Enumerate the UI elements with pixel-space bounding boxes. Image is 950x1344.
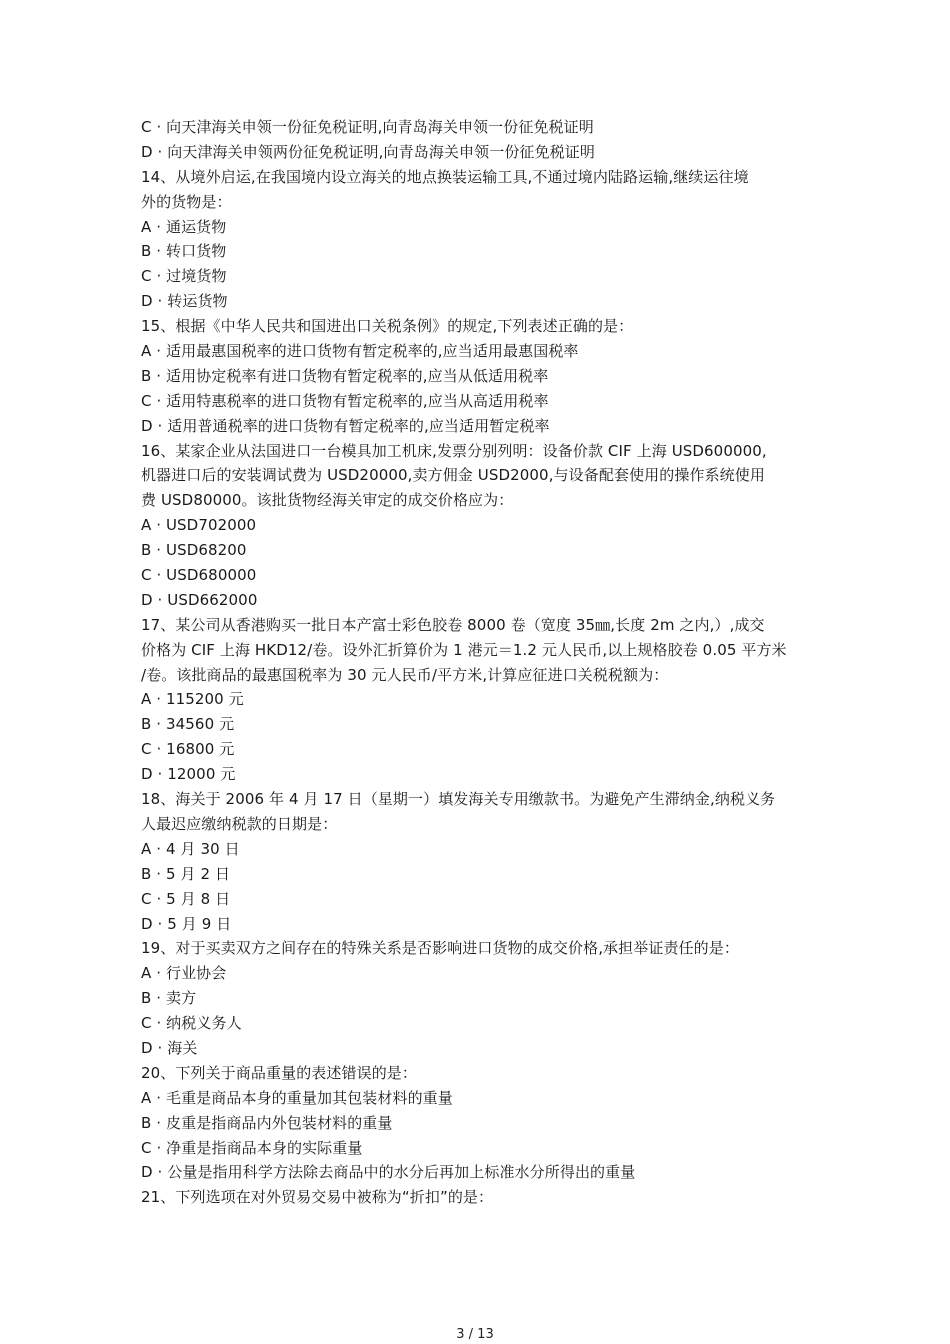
option-line: B · 34560 元 — [141, 715, 235, 734]
option-line: D · 5 月 9 日 — [141, 914, 232, 933]
option-line: B · 5 月 2 日 — [141, 864, 231, 883]
option-line: C · 16800 元 — [141, 740, 235, 759]
text-line: D · 向天津海关申领两份征免税证明,向青岛海关申领一份征免税证明 — [141, 142, 595, 161]
document-body — [141, 115, 791, 1210]
question-16-stem: 机器进口后的安装调试费为 USD20000,卖方佣金 USD2000,与设备配套使用的操作系统使用 — [141, 466, 765, 485]
option-line: A · 4 月 30 日 — [141, 839, 240, 858]
option-line: C · 5 月 8 日 — [141, 889, 231, 908]
option-line: A · 行业协会 — [141, 964, 227, 983]
option-line: D · 海关 — [141, 1038, 198, 1057]
option-line: D · 转运货物 — [141, 292, 228, 311]
option-line: C · 过境货物 — [141, 267, 227, 286]
option-line: A · USD702000 — [141, 516, 257, 535]
question-17-stem: 17、某公司从香港购买一批日本产富士彩色胶卷 8000 卷（宽度 35㎜,长度 2m 之内,）,成交 — [141, 615, 765, 634]
question-18-stem: 18、海关于 2006 年 4 月 17 日（星期一）填发海关专用缴款书。为避免产生滞纳金,纳税义务 — [141, 790, 776, 809]
option-line: C · USD680000 — [141, 566, 257, 585]
option-line: B · USD68200 — [141, 541, 247, 560]
option-line: A · 毛重是商品本身的重量加其包装材料的重量 — [141, 1088, 453, 1107]
question-18-stem: 人最迟应缴纳税款的日期是： — [141, 814, 338, 833]
question-16-stem: 费 USD80000。该批货物经海关审定的成交价格应为： — [141, 491, 514, 510]
option-line: D · 公量是指用科学方法除去商品中的水分后再加上标准水分所得出的重量 — [141, 1163, 636, 1182]
option-line: D · USD662000 — [141, 590, 258, 609]
question-15-stem: 15、根据《中华人民共和国进出口关税条例》的规定,下列表述正确的是： — [141, 317, 634, 336]
question-17-stem: /卷。该批商品的最惠国税率为 30 元人民币/平方米,计算应征进口关税税额为： — [141, 665, 669, 684]
option-line: C · 适用特惠税率的进口货物有暂定税率的,应当从高适用税率 — [141, 391, 549, 410]
option-line: B · 皮重是指商品内外包装材料的重量 — [141, 1113, 393, 1132]
text-line: C · 向天津海关申领一份征免税证明,向青岛海关申领一份征免税证明 — [141, 118, 594, 136]
option-line: B · 转口货物 — [141, 242, 227, 261]
question-21-stem: 21、下列选项在对外贸易交易中被称为“折扣”的是： — [141, 1188, 494, 1207]
option-line: C · 净重是指商品本身的实际重量 — [141, 1138, 363, 1157]
option-line: B · 适用协定税率有进口货物有暂定税率的,应当从低适用税率 — [141, 366, 549, 385]
question-14-stem: 14、从境外启运,在我国境内设立海关的地点换装运输工具,不通过境内陆路运输,继续运往境 — [141, 167, 749, 186]
page-number: 3 / 13 — [456, 1327, 494, 1342]
question-19-stem: 19、对于买卖双方之间存在的特殊关系是否影响进口货物的成交价格,承担举证责任的是： — [141, 939, 739, 958]
option-line: A · 适用最惠国税率的进口货物有暂定税率的,应当适用最惠国税率 — [141, 342, 579, 361]
question-20-stem: 20、下列关于商品重量的表述错误的是： — [141, 1063, 417, 1082]
question-16-stem: 16、某家企业从法国进口一台模具加工机床,发票分别列明：设备价款 CIF 上海 USD600000, — [141, 441, 767, 460]
option-line: C · 纳税义务人 — [141, 1014, 242, 1033]
option-line: B · 卖方 — [141, 989, 197, 1008]
option-line: D · 适用普通税率的进口货物有暂定税率的,应当适用暂定税率 — [141, 416, 550, 435]
option-line: A · 115200 元 — [141, 690, 244, 709]
question-14-stem: 外的货物是： — [141, 192, 232, 211]
question-17-stem: 价格为 CIF 上海 HKD12/卷。设外汇折算价为 1 港元＝1.2 元人民币,以上规格胶卷 0.05 平方米 — [141, 640, 787, 659]
option-line: D · 12000 元 — [141, 765, 236, 784]
option-line: A · 通运货物 — [141, 217, 227, 236]
